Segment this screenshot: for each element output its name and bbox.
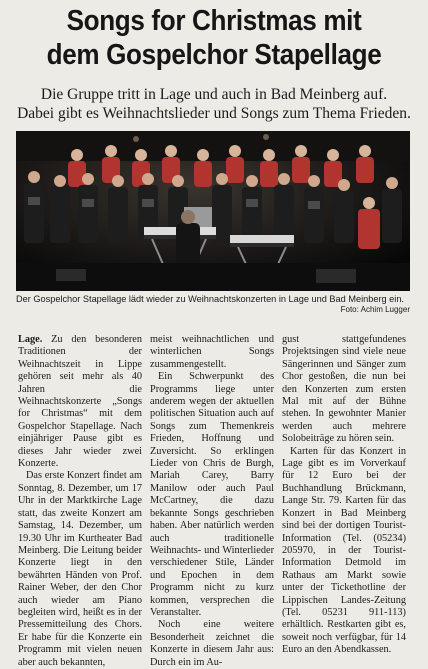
headline-line-1: Songs for Christmas mit — [66, 5, 362, 37]
paragraph — [18, 334, 142, 470]
dateline: Lage. — [18, 334, 43, 345]
article-column-3 — [282, 334, 406, 657]
paragraph: gust stattgefundenes Projektsingen sind viele neue Sängerinnen und Sänger zum Chor gestoßen, die nun bei den Konzerten zum ersten Mal mit auf der Bühne stehen. In gewohnter Manier werden auch mehrere Solobeiträge zu hören sein. — [282, 334, 406, 445]
article-column-1 — [18, 334, 142, 669]
article-headline — [21, 4, 406, 72]
paragraph-text: Zu den besonderen Traditionen der Weihnachtszeit in Lippe gehören seit mehr als 40 Jahren die Weihnachtskonzerte „Songs for Christmas“ mit dem Gospelchor Stapellage. Nach einjähriger Pause gibt es dieses Jahr wieder zwei Konzerte. — [18, 334, 142, 470]
photo-caption — [16, 293, 410, 315]
paragraph: meist weihnachtlichen und winterlichen Songs zusammengestellt. — [150, 334, 274, 370]
article-column-2 — [150, 334, 274, 669]
paragraph: Karten für das Konzert in Lage gibt es im Vorverkauf für 12 Euro bei der Buchhandlung Brückmann, Lange Str. 79. Karten für das Konzert in Bad Meinberg sind bei der dortigen Tourist-Information (Tel. (05234) 205970, in der Tourist-Information Detmold im Rathaus am Markt sowie unter der Tickethotline der Lippischen Landes-Zeitung (Tel. 05231 911-113) erhältlich. Restkarten gibt es, soweit noch verfügbar, für 14 Euro an den Abendkassen. — [282, 445, 406, 656]
choir-photo-illustration — [16, 131, 410, 291]
photo-credit: Foto: Achim Lugger — [340, 305, 410, 314]
subhead-line-2: Dabei gibt es Weihnachtslieder und Songs zum Thema Frieden. — [17, 105, 411, 122]
headline-line-2: dem Gospelchor Stapellage — [46, 39, 382, 71]
caption-text: Der Gospelchor Stapellage lädt wieder zu Weihnachtskonzerten in Lage und Bad Meinberg ein. — [16, 294, 404, 304]
choir-photo — [16, 131, 410, 291]
paragraph: Ein Schwerpunkt des Programms liege unter anderem wegen der aktuellen politischen Situation auch auf Songs zum Themenkreis Frieden, Hoffnung und Zuversicht. So erklingen Lieder von Chris de Burgh, Mariah Carey, Barry Manilow oder auch Paul McCartney, die dazu bekannte Songs geschrieben haben. Aber natürlich werden auch traditionelle Weihnachts- und Winterlieder verschiedener Stile, Länder und Epochen in dem Programm nicht zu kurz kommen, versprechen die Veranstalter. — [150, 371, 274, 618]
subhead-line-1: Die Gruppe tritt in Lage und auch in Bad Meinberg auf. — [40, 86, 388, 103]
paragraph: Noch eine weitere Besonderheit zeichnet die Konzerte in diesem Jahr aus: Durch ein im Au- — [150, 619, 274, 668]
paragraph: Das erste Konzert findet am Sonntag, 8. Dezember, um 17 Uhr in der Marktkirche Lage statt, das zweite Konzert am Samstag, 14. Dezember, um 19.30 Uhr im Kurtheater Bad Meinberg. Die Leitung beider Konzerte liegt in den bewährten Händen von Prof. Rainer Weber, der den Chor auch wieder am Piano begleiten wird, heißt es in der Pressemitteilung des Chors. Er habe für die Konzerte ein Programm mit vielen neuen aber auch bekannten, — [18, 470, 142, 668]
article-subheadline — [0, 85, 428, 123]
